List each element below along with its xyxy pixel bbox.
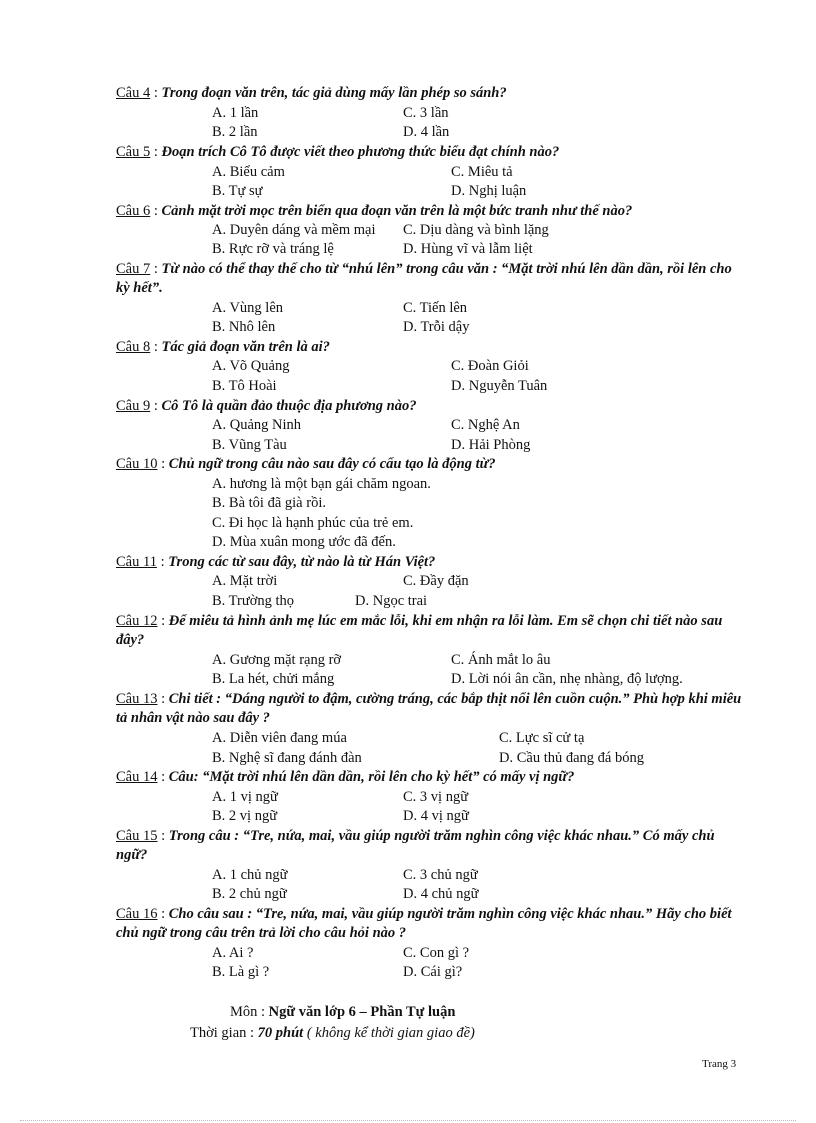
option-b: B. Là gì ? [212, 964, 270, 980]
option-c: C. Ánh mắt lo âu [451, 652, 551, 668]
option-b: B. 2 chủ ngữ [212, 886, 287, 902]
question-14: Câu 14 : Câu: “Mặt trời nhú lên dần dần, rồi lên cho kỳ hết” có mấy vị ngữ? [116, 769, 575, 785]
question-number: Câu 4 [116, 85, 151, 101]
option-c: C. 3 vị ngữ [403, 789, 469, 805]
question-9: Câu 9 : Cô Tô là quần đảo thuộc địa phương nào? [116, 398, 417, 414]
question-12: Câu 12 : Để miêu tả hình ảnh mẹ lúc em mắc lỗi, khi em nhận ra lỗi làm. Em sẽ chọn chi tiết nào sau đây? [116, 613, 723, 648]
question-prompt: Câu: “Mặt trời nhú lên dần dần, rồi lên cho kỳ hết” có mấy vị ngữ? [168, 769, 575, 785]
option-b: B. Tự sự [212, 183, 263, 199]
option-b: B. Nghệ sĩ đang đánh đàn [212, 750, 362, 766]
option-d: D. 4 lần [403, 124, 450, 140]
option-d: D. 4 chủ ngữ [403, 886, 479, 902]
option-c: C. Nghệ An [451, 417, 520, 433]
option-d: D. Trỗi dậy [403, 319, 470, 335]
page-divider [20, 1120, 796, 1121]
question-prompt: Trong đoạn văn trên, tác giả dùng mấy lần phép so sánh? [161, 85, 507, 101]
question-number: Câu 9 [116, 398, 151, 414]
option-a: A. Gương mặt rạng rỡ [212, 652, 342, 668]
option-d: D. Cầu thủ đang đá bóng [499, 750, 644, 766]
question-prompt: Cảnh mặt trời mọc trên biển qua đoạn văn trên là một bức tranh như thế nào? [161, 203, 633, 219]
option-c: C. Lực sĩ cử tạ [499, 730, 585, 746]
question-number: Câu 15 [116, 828, 158, 844]
option-b: B. Tô Hoài [212, 378, 277, 394]
question-prompt: Trong câu : “Tre, nứa, mai, vầu giúp người trăm nghìn công việc khác nhau.” Có mấy chủ ngữ? [116, 828, 715, 863]
option-d: D. Lời nói ân cần, nhẹ nhàng, độ lượng. [451, 671, 683, 687]
option-a: A. Ai ? [212, 945, 254, 961]
time-value: 70 phút [257, 1025, 304, 1041]
option-c: C. 3 chủ ngữ [403, 867, 478, 883]
question-prompt: Tác giả đoạn văn trên là ai? [161, 339, 330, 355]
question-prompt: Đoạn trích Cô Tô được viết theo phương thức biểu đạt chính nào? [161, 144, 560, 160]
question-number: Câu 7 [116, 261, 151, 277]
option-d: D. Ngọc trai [355, 593, 428, 609]
option-a: A. 1 lần [212, 105, 259, 121]
option-d: D. Hùng vĩ và lẫm liệt [403, 241, 533, 257]
option-c: C. Miêu tả [451, 164, 513, 180]
question-number: Câu 10 [116, 456, 158, 472]
question-prompt: Cho câu sau : “Tre, nứa, mai, vầu giúp người trăm nghìn công việc khác nhau.” Hãy cho biết chủ ngữ trong câu trên trả lời cho câu hỏi nào ? [116, 906, 732, 941]
option-b: B. Rực rỡ và tráng lệ [212, 241, 334, 257]
question-number: Câu 12 [116, 613, 158, 629]
question-prompt: Từ nào có thể thay thế cho từ “nhú lên” trong câu văn : “Mặt trời nhú lên dần dần, rồi lên cho kỳ hết”. [116, 261, 732, 296]
question-prompt: Cô Tô là quần đảo thuộc địa phương nào? [161, 398, 417, 414]
option-a: A. hương là một bạn gái chăm ngoan. [212, 476, 431, 492]
option-a: A. Vùng lên [212, 300, 284, 316]
question-11: Câu 11 : Trong các từ sau đây, từ nào là từ Hán Việt? [116, 554, 436, 570]
option-c: C. Con gì ? [403, 945, 470, 961]
question-number: Câu 5 [116, 144, 151, 160]
option-c: C. Đầy đặn [403, 573, 469, 589]
option-d: D. 4 vị ngữ [403, 808, 469, 824]
question-10: Câu 10 : Chủ ngữ trong câu nào sau đây có cấu tạo là động từ? [116, 456, 496, 472]
question-number: Câu 14 [116, 769, 158, 785]
question-13: Câu 13 : Chi tiết : “Dáng người to đậm, cường tráng, các bắp thịt nổi lên cuồn cuộn.” Phù hợp khi miêu tả nhân vật nào sau đây ? [116, 691, 742, 726]
question-prompt: Để miêu tả hình ảnh mẹ lúc em mắc lỗi, khi em nhận ra lỗi làm. Em sẽ chọn chi tiết nào sau đây? [116, 613, 723, 648]
time-line [190, 1025, 475, 1042]
question-number: Câu 8 [116, 339, 151, 355]
option-d: D. Nghị luận [451, 183, 527, 199]
question-number: Câu 11 [116, 554, 157, 570]
option-c: C. Tiến lên [403, 300, 468, 316]
question-8: Câu 8 : Tác giả đoạn văn trên là ai? [116, 339, 330, 355]
question-4: Câu 4 : Trong đoạn văn trên, tác giả dùng mấy lần phép so sánh? [116, 85, 507, 101]
question-15: Câu 15 : Trong câu : “Tre, nứa, mai, vầu giúp người trăm nghìn công việc khác nhau.” Có mấy chủ ngữ? [116, 828, 715, 863]
option-b: B. 2 lần [212, 124, 258, 140]
question-number: Câu 16 [116, 906, 158, 922]
option-a: A. 1 vị ngữ [212, 789, 278, 805]
option-b: B. 2 vị ngữ [212, 808, 278, 824]
option-d: D. Hải Phòng [451, 437, 531, 453]
subject-prefix: Môn : [230, 1004, 269, 1020]
subject-line [230, 1004, 455, 1021]
question-6: Câu 6 : Cảnh mặt trời mọc trên biển qua đoạn văn trên là một bức tranh như thế nào? [116, 203, 633, 219]
option-a: A. Biểu cảm [212, 164, 285, 180]
option-a: A. Võ Quảng [212, 358, 290, 374]
subject-title: Ngữ văn lớp 6 – Phần Tự luận [268, 1004, 456, 1020]
option-d: D. Nguyễn Tuân [451, 378, 548, 394]
page-number: Trang 3 [702, 1058, 737, 1070]
option-b: B. Bà tôi đã già rồi. [212, 495, 326, 511]
question-7: Câu 7 : Từ nào có thể thay thế cho từ “nhú lên” trong câu văn : “Mặt trời nhú lên dần dần, rồi lên cho kỳ hết”. [116, 261, 732, 296]
option-a: A. Mặt trời [212, 573, 278, 589]
option-b: B. La hét, chửi mắng [212, 671, 335, 687]
option-a: A. Diễn viên đang múa [212, 730, 347, 746]
question-prompt: Chủ ngữ trong câu nào sau đây có cấu tạo là động từ? [168, 456, 496, 472]
option-c: C. 3 lần [403, 105, 449, 121]
option-d: D. Cái gì? [403, 964, 463, 980]
option-a: A. Duyên dáng và mềm mại [212, 222, 376, 238]
option-a: A. Quảng Ninh [212, 417, 302, 433]
option-c: C. Đi học là hạnh phúc của trẻ em. [212, 515, 414, 531]
option-b: B. Trường thọ [212, 593, 295, 609]
option-b: B. Nhô lên [212, 319, 276, 335]
time-note: ( không kể thời gian giao đề) [303, 1025, 475, 1041]
option-a: A. 1 chủ ngữ [212, 867, 288, 883]
question-prompt: Chi tiết : “Dáng người to đậm, cường tráng, các bắp thịt nổi lên cuồn cuộn.” Phù hợp khi miêu tả nhân vật nào sau đây ? [116, 691, 742, 726]
option-d: D. Mùa xuân mong ước đã đến. [212, 534, 396, 550]
question-5: Câu 5 : Đoạn trích Cô Tô được viết theo phương thức biểu đạt chính nào? [116, 144, 560, 160]
question-16: Câu 16 : Cho câu sau : “Tre, nứa, mai, vầu giúp người trăm nghìn công việc khác nhau.” Hãy cho biết chủ ngữ trong câu trên trả lời cho câu hỏi nào ? [116, 906, 732, 941]
question-number: Câu 6 [116, 203, 151, 219]
question-prompt: Trong các từ sau đây, từ nào là từ Hán Việt? [168, 554, 436, 570]
question-number: Câu 13 [116, 691, 158, 707]
option-c: C. Dịu dàng và bình lặng [403, 222, 549, 238]
time-prefix: Thời gian : [190, 1025, 258, 1041]
option-c: C. Đoàn Giỏi [451, 358, 529, 374]
option-b: B. Vũng Tàu [212, 437, 287, 453]
